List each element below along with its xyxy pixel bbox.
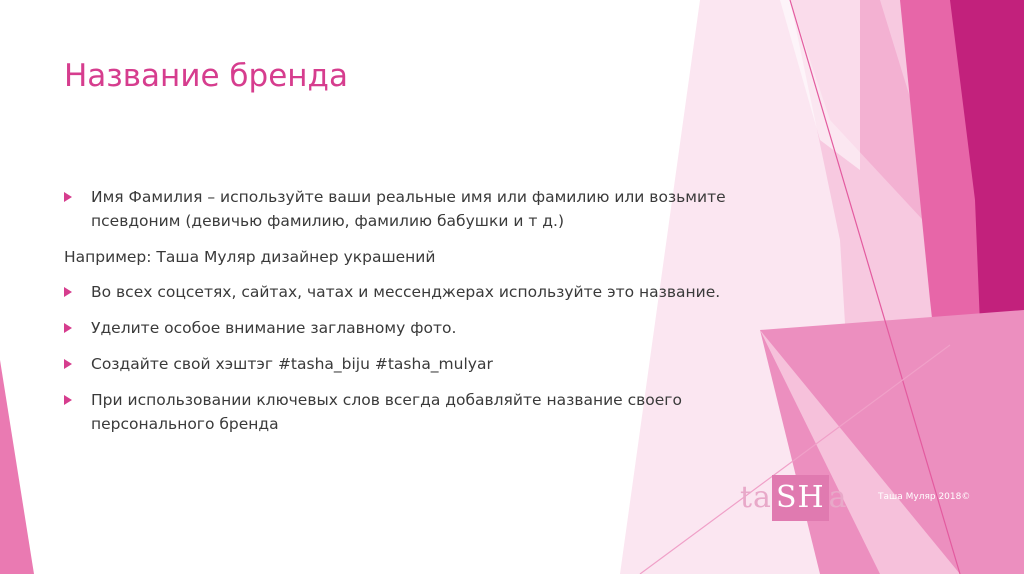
triangle-bullet-icon (64, 287, 72, 297)
example-line (64, 245, 744, 269)
bullet-item-keywords (64, 388, 744, 436)
bullet-item-name (64, 185, 744, 233)
bullet-text: Создайте свой хэштэг #tasha_biju #tasha_mulyar (91, 355, 493, 373)
triangle-bullet-icon (64, 395, 72, 405)
logo-caption: Таша Муляр 2018© (878, 492, 971, 502)
logo-wordmark (740, 475, 875, 521)
slide-content (64, 185, 744, 448)
bullet-text: Во всех соцсетях, сайтах, чатах и мессенджерах используйте это название. (91, 283, 721, 301)
triangle-bullet-icon (64, 323, 72, 333)
bullet-item-social (64, 280, 744, 304)
bullet-item-hashtag (64, 352, 744, 376)
bullet-text: Уделите особое внимание заглавному фото. (91, 319, 457, 337)
example-text: Например: Таша Муляр дизайнер украшений (64, 248, 436, 266)
logo-left-text: ta (740, 480, 772, 515)
triangle-bullet-icon (64, 192, 72, 202)
bullet-item-photo (64, 316, 744, 340)
logo-right-text: a (828, 480, 848, 515)
logo-mid-text: SH (772, 475, 829, 521)
bullet-text: При использовании ключевых слов всегда добавляйте название своего персонального бренда (91, 391, 682, 433)
triangle-bullet-icon (64, 359, 72, 369)
bullet-text: Имя Фамилия – используйте ваши реальные имя или фамилию или возьмите псевдоним (девичью фамилию, фамилию бабушки и т д.) (91, 188, 726, 230)
slide-title: Название бренда (64, 58, 348, 94)
left-bottom-triangle (0, 360, 34, 574)
brand-logo (740, 475, 972, 521)
